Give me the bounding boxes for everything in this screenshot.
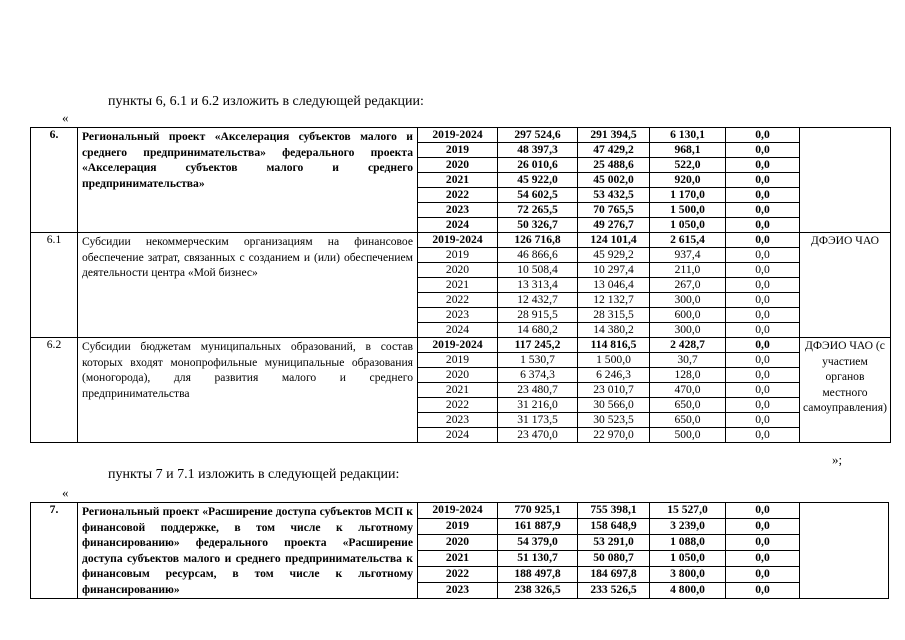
municipal-cell: 0,0 (726, 293, 800, 308)
responsible-executor (800, 503, 889, 599)
regional-cell: 650,0 (650, 398, 726, 413)
total-cell: 31 216,0 (498, 398, 578, 413)
responsible-executor (800, 128, 891, 233)
item-description: Региональный проект «Акселерация субъектов малого и среднего предпринимательства» федерального проекта «Акселерация субъектов малого и среднего предпринимательства» (78, 128, 418, 233)
municipal-cell: 0,0 (726, 263, 800, 278)
intro-paragraph-1: пункты 6, 6.1 и 6.2 изложить в следующей редакции: (108, 94, 424, 109)
period-cell: 2021 (418, 551, 498, 567)
item-description: Субсидии бюджетам муниципальных образований, в состав которых входят монопрофильные муниципальные образования (моногорода), для развития малого и среднего предпринимательства (78, 338, 418, 443)
item-number: 6. (31, 128, 78, 233)
total-cell: 54 379,0 (498, 535, 578, 551)
regional-cell: 300,0 (650, 323, 726, 338)
municipal-cell: 0,0 (726, 519, 800, 535)
municipal-cell: 0,0 (726, 203, 800, 218)
total-cell: 13 313,4 (498, 278, 578, 293)
period-cell: 2024 (418, 428, 498, 443)
total-cell: 46 866,6 (498, 248, 578, 263)
municipal-cell: 0,0 (726, 353, 800, 368)
federal-cell: 49 276,7 (578, 218, 650, 233)
total-cell: 23 470,0 (498, 428, 578, 443)
period-cell: 2024 (418, 218, 498, 233)
table-row (31, 338, 891, 353)
regional-cell: 267,0 (650, 278, 726, 293)
total-cell: 6 374,3 (498, 368, 578, 383)
regional-cell: 3 800,0 (650, 567, 726, 583)
regional-cell: 470,0 (650, 383, 726, 398)
federal-cell: 53 291,0 (578, 535, 650, 551)
period-cell: 2020 (418, 263, 498, 278)
municipal-cell: 0,0 (726, 308, 800, 323)
period-cell: 2019-2024 (418, 338, 498, 353)
total-cell: 23 480,7 (498, 383, 578, 398)
regional-cell: 1 050,0 (650, 218, 726, 233)
municipal-cell: 0,0 (726, 368, 800, 383)
regional-cell: 1 088,0 (650, 535, 726, 551)
federal-cell: 184 697,8 (578, 567, 650, 583)
period-cell: 2022 (418, 567, 498, 583)
municipal-cell: 0,0 (726, 188, 800, 203)
federal-cell: 13 046,4 (578, 278, 650, 293)
municipal-cell: 0,0 (726, 551, 800, 567)
total-cell: 161 887,9 (498, 519, 578, 535)
total-cell: 297 524,6 (498, 128, 578, 143)
period-cell: 2019 (418, 143, 498, 158)
total-cell: 1 530,7 (498, 353, 578, 368)
federal-cell: 14 380,2 (578, 323, 650, 338)
period-cell: 2020 (418, 158, 498, 173)
regional-cell: 937,4 (650, 248, 726, 263)
period-cell: 2023 (418, 583, 498, 599)
regional-cell: 6 130,1 (650, 128, 726, 143)
period-cell: 2020 (418, 535, 498, 551)
period-cell: 2019 (418, 353, 498, 368)
federal-cell: 23 010,7 (578, 383, 650, 398)
federal-cell: 755 398,1 (578, 503, 650, 519)
total-cell: 31 173,5 (498, 413, 578, 428)
federal-cell: 47 429,2 (578, 143, 650, 158)
federal-cell: 1 500,0 (578, 353, 650, 368)
total-cell: 14 680,2 (498, 323, 578, 338)
municipal-cell: 0,0 (726, 128, 800, 143)
regional-cell: 211,0 (650, 263, 726, 278)
federal-cell: 114 816,5 (578, 338, 650, 353)
total-cell: 10 508,4 (498, 263, 578, 278)
regional-cell: 1 170,0 (650, 188, 726, 203)
municipal-cell: 0,0 (726, 503, 800, 519)
federal-cell: 12 132,7 (578, 293, 650, 308)
total-cell: 26 010,6 (498, 158, 578, 173)
period-cell: 2019 (418, 248, 498, 263)
period-cell: 2019-2024 (418, 503, 498, 519)
regional-cell: 15 527,0 (650, 503, 726, 519)
municipal-cell: 0,0 (726, 173, 800, 188)
period-cell: 2020 (418, 368, 498, 383)
table-row (31, 503, 889, 519)
table-row (31, 128, 891, 143)
municipal-cell: 0,0 (726, 567, 800, 583)
period-cell: 2023 (418, 413, 498, 428)
regional-cell: 30,7 (650, 353, 726, 368)
responsible-executor: ДФЭИО ЧАО (с участием органов местного самоуправления) (800, 338, 891, 443)
federal-cell: 30 566,0 (578, 398, 650, 413)
federal-cell: 124 101,4 (578, 233, 650, 248)
total-cell: 54 602,5 (498, 188, 578, 203)
item-number: 6.1 (31, 233, 78, 338)
total-cell: 50 326,7 (498, 218, 578, 233)
federal-cell: 22 970,0 (578, 428, 650, 443)
table-1-body (31, 128, 891, 443)
period-cell: 2019 (418, 519, 498, 535)
responsible-executor: ДФЭИО ЧАО (800, 233, 891, 338)
municipal-cell: 0,0 (726, 383, 800, 398)
period-cell: 2021 (418, 278, 498, 293)
opening-quote-1: « (62, 110, 69, 125)
item-description: Региональный проект «Расширение доступа субъектов МСП к финансовой поддержке, в том числе к льготному финансированию» федерального проекта «Расширение доступа субъектов малого и среднего предпринимательства к финансовым ресурсам, в том числе к льготному финансированию» (78, 503, 418, 599)
regional-cell: 1 050,0 (650, 551, 726, 567)
table-row (31, 233, 891, 248)
total-cell: 188 497,8 (498, 567, 578, 583)
regional-cell: 522,0 (650, 158, 726, 173)
closing-quote: »; (832, 452, 843, 467)
federal-cell: 45 929,2 (578, 248, 650, 263)
total-cell: 238 326,5 (498, 583, 578, 599)
regional-cell: 2 428,7 (650, 338, 726, 353)
item-number: 6.2 (31, 338, 78, 443)
budget-table-2 (30, 502, 889, 599)
federal-cell: 25 488,6 (578, 158, 650, 173)
municipal-cell: 0,0 (726, 143, 800, 158)
period-cell: 2023 (418, 308, 498, 323)
federal-cell: 70 765,5 (578, 203, 650, 218)
total-cell: 45 922,0 (498, 173, 578, 188)
federal-cell: 30 523,5 (578, 413, 650, 428)
federal-cell: 45 002,0 (578, 173, 650, 188)
federal-cell: 28 315,5 (578, 308, 650, 323)
federal-cell: 10 297,4 (578, 263, 650, 278)
federal-cell: 158 648,9 (578, 519, 650, 535)
municipal-cell: 0,0 (726, 583, 800, 599)
municipal-cell: 0,0 (726, 428, 800, 443)
municipal-cell: 0,0 (726, 338, 800, 353)
municipal-cell: 0,0 (726, 398, 800, 413)
period-cell: 2024 (418, 323, 498, 338)
municipal-cell: 0,0 (726, 233, 800, 248)
period-cell: 2021 (418, 173, 498, 188)
item-number: 7. (31, 503, 78, 599)
municipal-cell: 0,0 (726, 535, 800, 551)
municipal-cell: 0,0 (726, 218, 800, 233)
period-cell: 2019-2024 (418, 233, 498, 248)
federal-cell: 233 526,5 (578, 583, 650, 599)
regional-cell: 4 800,0 (650, 583, 726, 599)
period-cell: 2022 (418, 293, 498, 308)
item-description: Субсидии некоммерческим организациям на финансовое обеспечение затрат, связанных с созданием и (или) обеспечением деятельности центра «Мой бизнес» (78, 233, 418, 338)
regional-cell: 128,0 (650, 368, 726, 383)
budget-table-1 (30, 127, 891, 443)
total-cell: 126 716,8 (498, 233, 578, 248)
period-cell: 2023 (418, 203, 498, 218)
total-cell: 51 130,7 (498, 551, 578, 567)
municipal-cell: 0,0 (726, 413, 800, 428)
federal-cell: 50 080,7 (578, 551, 650, 567)
regional-cell: 2 615,4 (650, 233, 726, 248)
regional-cell: 500,0 (650, 428, 726, 443)
municipal-cell: 0,0 (726, 248, 800, 263)
period-cell: 2019-2024 (418, 128, 498, 143)
municipal-cell: 0,0 (726, 323, 800, 338)
regional-cell: 3 239,0 (650, 519, 726, 535)
total-cell: 770 925,1 (498, 503, 578, 519)
regional-cell: 300,0 (650, 293, 726, 308)
regional-cell: 920,0 (650, 173, 726, 188)
regional-cell: 968,1 (650, 143, 726, 158)
regional-cell: 1 500,0 (650, 203, 726, 218)
period-cell: 2022 (418, 398, 498, 413)
intro-paragraph-2: пункты 7 и 7.1 изложить в следующей редакции: (108, 467, 400, 482)
regional-cell: 600,0 (650, 308, 726, 323)
period-cell: 2021 (418, 383, 498, 398)
table-2-body (31, 503, 889, 599)
period-cell: 2022 (418, 188, 498, 203)
federal-cell: 6 246,3 (578, 368, 650, 383)
total-cell: 28 915,5 (498, 308, 578, 323)
total-cell: 72 265,5 (498, 203, 578, 218)
total-cell: 48 397,3 (498, 143, 578, 158)
regional-cell: 650,0 (650, 413, 726, 428)
municipal-cell: 0,0 (726, 158, 800, 173)
total-cell: 12 432,7 (498, 293, 578, 308)
total-cell: 117 245,2 (498, 338, 578, 353)
federal-cell: 53 432,5 (578, 188, 650, 203)
opening-quote-2: « (62, 485, 69, 500)
municipal-cell: 0,0 (726, 278, 800, 293)
federal-cell: 291 394,5 (578, 128, 650, 143)
